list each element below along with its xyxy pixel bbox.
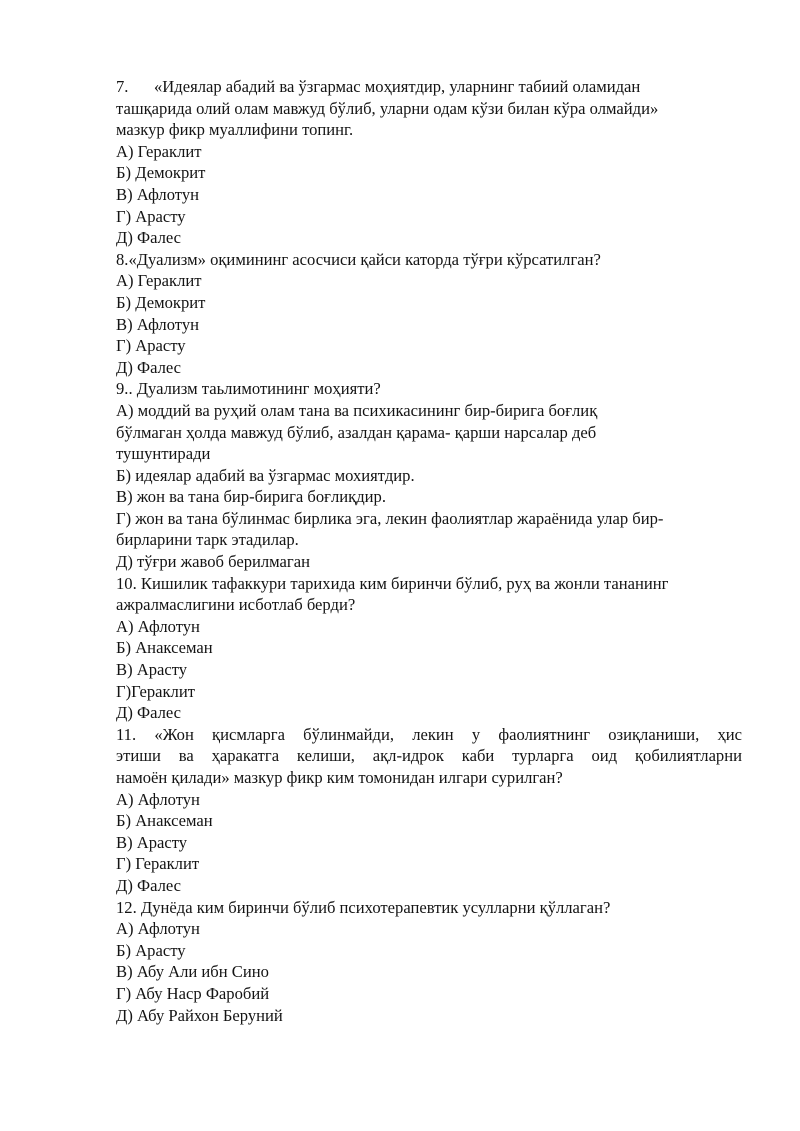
question-10-text-line: ажралмаслигини исботлаб берди? [116, 595, 356, 615]
answer-option: А) моддий ва руҳий олам тана ва психикасининг бир-бирига боғлиқ [116, 400, 598, 420]
answer-option: Г) Гераклит [116, 854, 200, 874]
answer-option: Г)Гераклит [116, 681, 195, 701]
answer-option: Б) Анаксеман [116, 811, 213, 831]
question-10-text-line: 10. Кишилик тафаккури тарихида ким биринчи бўлиб, руҳ ва жонли тананинг [116, 573, 669, 593]
answer-option: Г) Арасту [116, 336, 186, 356]
answer-option: Б) Анаксеман [116, 638, 213, 658]
question-9-text: 9.. Дуализм таьлимотининг моҳияти? [116, 379, 381, 399]
question-11-text-line: намоён қилади» мазкур фикр ким томонидан илгари сурилган? [116, 768, 563, 787]
answer-option: А) Гераклит [116, 271, 202, 291]
question-7 [116, 76, 742, 249]
answer-option: Г) Абу Наср Фаробий [116, 983, 270, 1003]
question-7-text-line: мазкур фикр муаллифини топинг. [116, 120, 354, 140]
answer-option: Б) идеялар адабий ва ўзгармас мохиятдир. [116, 465, 415, 485]
answer-option: Д) Абу Райхон Беруний [116, 1005, 283, 1025]
answer-option: Б) Демокрит [116, 163, 206, 183]
answer-option: А) Гераклит [116, 141, 202, 161]
answer-option: Б) Демокрит [116, 292, 206, 312]
question-8 [116, 249, 742, 379]
answer-option: В) Афлотун [116, 184, 200, 204]
question-7-text-line: «Идеялар абадий ва ўзгармас моҳиятдир, уларнинг табиий оламидан [154, 77, 641, 96]
answer-option: В) Арасту [116, 660, 188, 680]
question-12-text: 12. Дунёда ким биринчи бўлиб психотерапевтик усулларни қўллаган? [116, 897, 611, 917]
question-11-text-line: этиши ва ҳаракатга келиши, ақл-идрок каби турларга оид қобилиятларни [116, 746, 742, 766]
answer-option: А) Афлотун [116, 616, 200, 636]
answer-option: В) Афлотун [116, 314, 200, 334]
answer-option: Д) Фалес [116, 703, 182, 723]
question-7-text-line: ташқарида олий олам мавжуд бўлиб, уларни одам кўзи билан кўра олмайди» [116, 98, 659, 118]
answer-option: В) Арасту [116, 832, 188, 852]
answer-option: Б) Арасту [116, 940, 186, 960]
question-12 [116, 897, 742, 1027]
answer-option: Д) Фалес [116, 875, 182, 895]
answer-option: В) жон ва тана бир-бирига боғлиқдир. [116, 487, 386, 507]
answer-option: Д) тўғри жавоб берилмаган [116, 552, 310, 572]
answer-option: Г) жон ва тана бўлинмас бирлика эга, лекин фаолиятлар жараёнида улар бир- [116, 508, 664, 528]
answer-option-continuation: тушунтиради [116, 444, 211, 464]
question-7-first-line [116, 76, 742, 98]
answer-option: А) Афлотун [116, 789, 200, 809]
question-11-text-line: 11. «Жон қисмларга бўлинмайди, лекин у фаолиятнинг озиқланиши, ҳис [116, 724, 742, 744]
question-8-text: 8.«Дуализм» оқимининг асосчиси қайси каторда тўғри кўрсатилган? [116, 249, 601, 269]
question-7-number: 7. [116, 77, 129, 96]
answer-option-continuation: бўлмаган ҳолда мавжуд бўлиб, азалдан қарама- қарши нарсалар деб [116, 422, 597, 442]
answer-option: Г) Арасту [116, 206, 186, 226]
question-10 [116, 573, 742, 724]
answer-option: А) Афлотун [116, 919, 200, 939]
answer-option-continuation: бирларини тарк этадилар. [116, 530, 299, 550]
answer-option: Д) Фалес [116, 228, 182, 248]
answer-option: Д) Фалес [116, 357, 182, 377]
question-11 [116, 724, 742, 897]
answer-option: В) Абу Али ибн Сино [116, 962, 269, 982]
question-9 [116, 378, 742, 572]
